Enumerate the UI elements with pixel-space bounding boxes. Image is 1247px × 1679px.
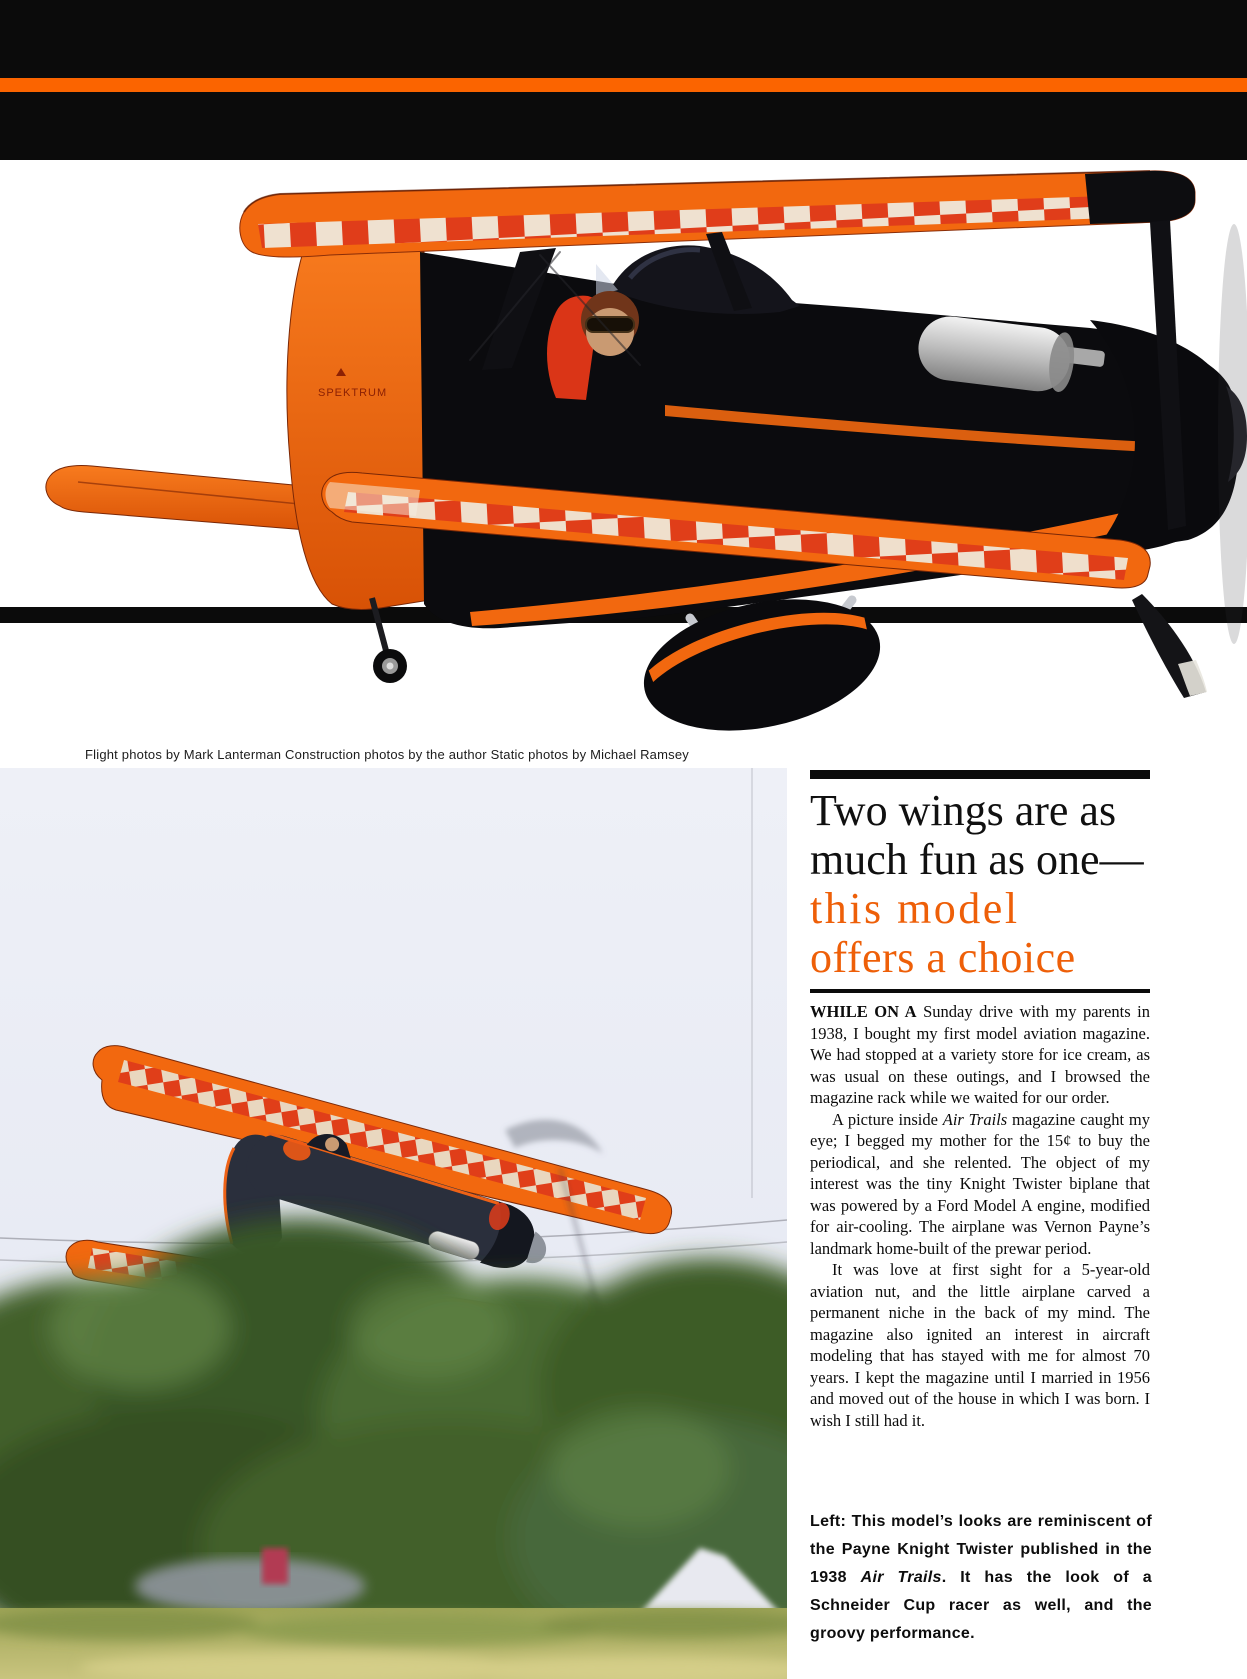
headline-line-2: much fun as one— — [810, 835, 1144, 884]
article-body — [810, 1001, 1150, 1431]
paragraph-2: A picture inside Air Trails magazine caught my eye; I begged my mother for the 15¢ to buy the periodical, and she relented. The object of my interest was the tiny Knight Twister biplane that was powered by a Ford Model A engine, modified for air-cooling. The airplane was Vernon Payne’s landmark home-built of the prewar period. — [810, 1109, 1150, 1258]
flight-photo — [0, 768, 787, 1679]
headline-rule-top — [810, 770, 1150, 779]
red-marker — [262, 1548, 288, 1584]
masthead-bar-top — [0, 0, 1247, 78]
photo-credit-line: Flight photos by Mark Lanterman Construction photos by the author Static photos by Michael Ramsey — [85, 747, 689, 762]
main-biplane-illustration — [0, 160, 1247, 745]
tail-wheel — [372, 598, 407, 683]
flight-photo-illustration — [0, 768, 787, 1679]
air-trails-italic: Air Trails — [942, 1109, 1008, 1129]
air-trails-italic: Air Trails — [860, 1569, 942, 1586]
headline-line-1: Two wings are as — [810, 786, 1117, 835]
headline — [810, 786, 1170, 982]
vertical-fin — [287, 232, 430, 610]
headline-line-3: this model — [810, 884, 1020, 933]
main-biplane-photo — [0, 160, 1247, 745]
spektrum-logo-text: SPEKTRUM — [318, 387, 388, 399]
masthead-orange-stripe — [0, 78, 1247, 92]
gray-trailer — [135, 1558, 365, 1614]
paragraph-3: It was love at first sight for a 5-year-old aviation nut, and the little airplane carved a permanent niche in the back of my mind. The magazine also ignited an interest in aircraft modeling that has stayed with me for almost 70 years. I kept the magazine until I married in 1956 and moved out of the house in which I was born. I wish I still had it. — [810, 1260, 1150, 1430]
grass — [0, 1608, 787, 1679]
headline-line-4: offers a choice — [810, 933, 1076, 982]
paragraph-lead-in: WHILE ON A — [810, 1002, 917, 1021]
headline-rule-bottom — [810, 989, 1150, 993]
photo-caption: Left: This model’s looks are reminiscent of the Payne Knight Twister published in the 1938 Air Trails. It has the look of a Schneider Cup racer as well, and the groovy performance. — [810, 1513, 1152, 1642]
goggles — [586, 317, 634, 332]
masthead-bar-bottom — [0, 92, 1247, 160]
paragraph-1: WHILE ON A Sunday drive with my parents in 1938, I bought my first model aviation magazine. We had stopped at a variety store for ice cream, as was usual on these outings, and I browsed the magazine rack while we waited for our order. — [810, 1002, 1150, 1107]
